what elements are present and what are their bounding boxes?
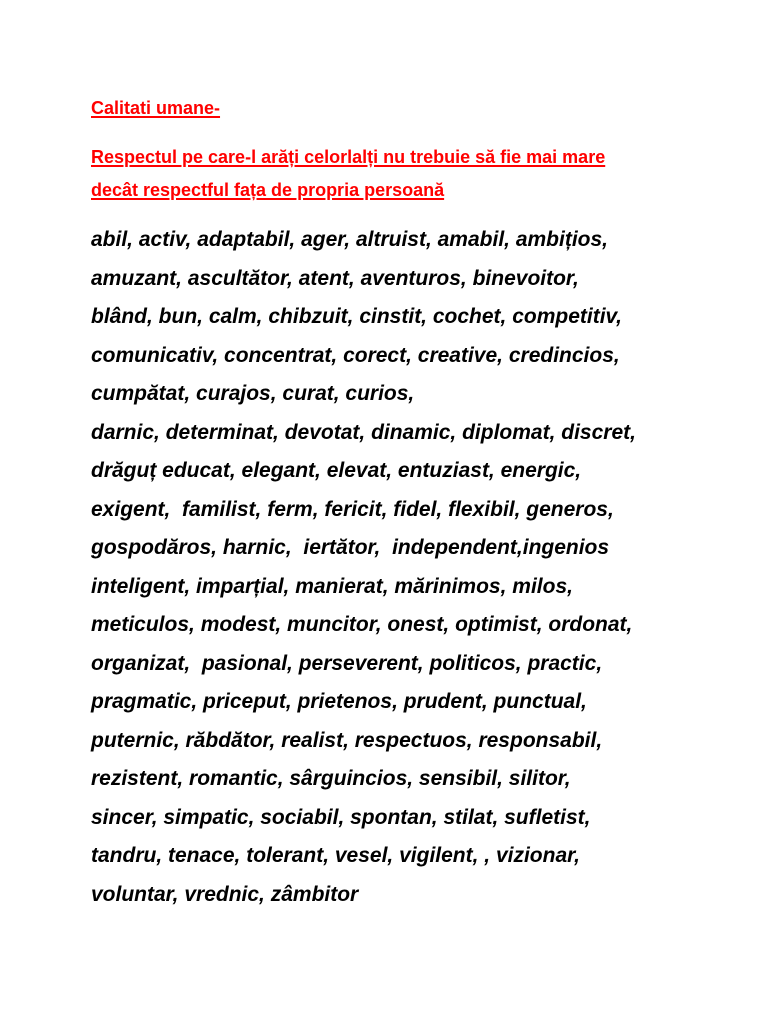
qualities-line: puternic, răbdător, realist, respectuos, responsabil,: [91, 728, 603, 752]
qualities-line: rezistent, romantic, sârguincios, sensibil, silitor,: [91, 767, 571, 790]
qualities-list: [91, 225, 636, 918]
qualities-line: organizat, pasional, perseverent, politicos, practic,: [91, 651, 603, 675]
qualities-line: sincer, simpatic, sociabil, spontan, stilat, sufletist,: [91, 805, 591, 829]
qualities-line: exigent, familist, ferm, fericit, fidel, flexibil, generos,: [91, 497, 614, 521]
qualities-line: comunicativ, concentrat, corect, creative, credincios,: [91, 343, 620, 367]
qualities-line: meticulos, modest, muncitor, onest, optimist, ordonat,: [91, 613, 633, 636]
qualities-line: pragmatic, priceput, prietenos, prudent, punctual,: [91, 690, 587, 713]
qualities-line: tandru, tenace, tolerant, vesel, vigilent, , vizionar,: [91, 844, 580, 867]
qualities-line: inteligent, imparțial, manierat, mărinimos, milos,: [91, 574, 573, 598]
qualities-line: drăguț educat, elegant, elevat, entuziast, energic,: [91, 459, 582, 482]
qualities-line: blând, bun, calm, chibzuit, cinstit, cochet, competitiv,: [91, 305, 622, 328]
qualities-line: cumpătat, curajos, curat, curios,: [91, 382, 415, 405]
qualities-line: amuzant, ascultător, atent, aventuros, binevoitor,: [91, 266, 579, 290]
qualities-line: darnic, determinat, devotat, dinamic, diplomat, discret,: [91, 420, 636, 444]
subtitle-line-1: Respectul pe care-l arăți celorlalți nu trebuie să fie mai mare: [91, 147, 606, 167]
subtitle-line-2: decât respectful fața de propria persoană: [91, 180, 445, 200]
document-title: Calitati umane-: [91, 98, 221, 118]
qualities-line: voluntar, vrednic, zâmbitor: [91, 882, 359, 906]
qualities-line: gospodăros, harnic, iertător, independent,ingenios: [91, 536, 610, 559]
qualities-line: abil, activ, adaptabil, ager, altruist, amabil, ambițios,: [91, 228, 609, 251]
